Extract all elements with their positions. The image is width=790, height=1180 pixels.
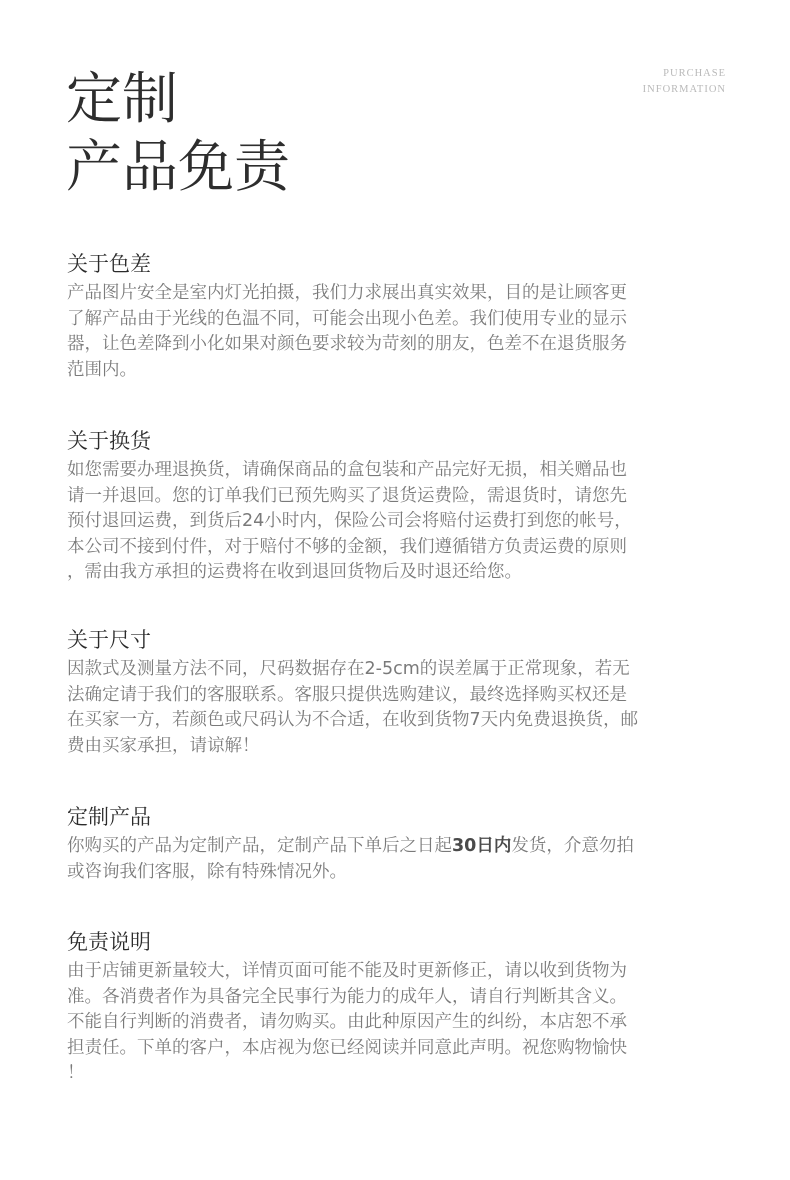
section-size: [67, 626, 727, 759]
section-heading: 关于尺寸: [67, 628, 151, 652]
section-disclaimer: [67, 928, 727, 1087]
page-title-line-1: 定制: [66, 67, 178, 132]
section-body: [67, 834, 727, 885]
section-custom-product: [67, 803, 727, 885]
purchase-information-tag: [643, 66, 726, 98]
section-exchange: [67, 427, 727, 586]
tag-line-1: PURCHASE: [663, 68, 726, 79]
section-body: 因款式及测量方法不同，尺码数据存在2-5cm的误差属于正常现象，若无 法确定请于我们的客服联系。客服只提供选购建议，最终选择购买权还是 在买家一方，若颜色或尺码认为不合适，在收到货物7天内免费退换货，邮 费由买家承担，请谅解！: [67, 659, 639, 756]
section-body: 由于店铺更新量较大，详情页面可能不能及时更新修正，请以收到货物为 准。各消费者作为具备完全民事行为能力的成年人，请自行判断其含义。 不能自行判断的消费者，请勿购买。由此种原因产生的纠纷，本店恕不承 担责任。下单的客户，本店视为您已经阅读并同意此声明。祝您购物愉快 ！: [67, 961, 627, 1083]
page-title: [66, 66, 290, 202]
tag-line-2: INFORMATION: [642, 84, 726, 95]
section-heading: 关于色差: [67, 252, 151, 276]
section-heading: 关于换货: [67, 429, 151, 453]
delivery-time-emphasis: 30日内: [452, 836, 512, 856]
section-body: 如您需要办理退换货，请确保商品的盒包装和产品完好无损，相关赠品也 请一并退回。您的订单我们已预先购买了退货运费险，需退货时，请您先 预付退回运费，到货后24小时内，保险公司会将赔付运费打到您的帐号， 本公司不接到付件，对于赔付不够的金额，我们遵循错方负责运费的原则 ，需由我方承担的运费将在收到退回货物后及时退还给您。: [67, 460, 632, 582]
page-title-line-2: 产品免责: [66, 135, 290, 200]
body-text-after: 发货，介意勿拍 或咨询我们客服，除有特殊情况外。: [67, 836, 634, 882]
body-text-before: 你购买的产品为定制产品，定制产品下单后之日起: [67, 836, 452, 856]
section-body: 产品图片安全是室内灯光拍摄，我们力求展出真实效果，目的是让顾客更 了解产品由于光线的色温不同，可能会出现小色差。我们使用专业的显示 器，让色差降到小化如果对颜色要求较为苛刻的朋友，色差不在退货服务 范围内。: [67, 283, 627, 380]
section-color-difference: [67, 250, 727, 383]
section-heading: 定制产品: [67, 805, 151, 829]
section-heading: 免责说明: [67, 930, 151, 954]
